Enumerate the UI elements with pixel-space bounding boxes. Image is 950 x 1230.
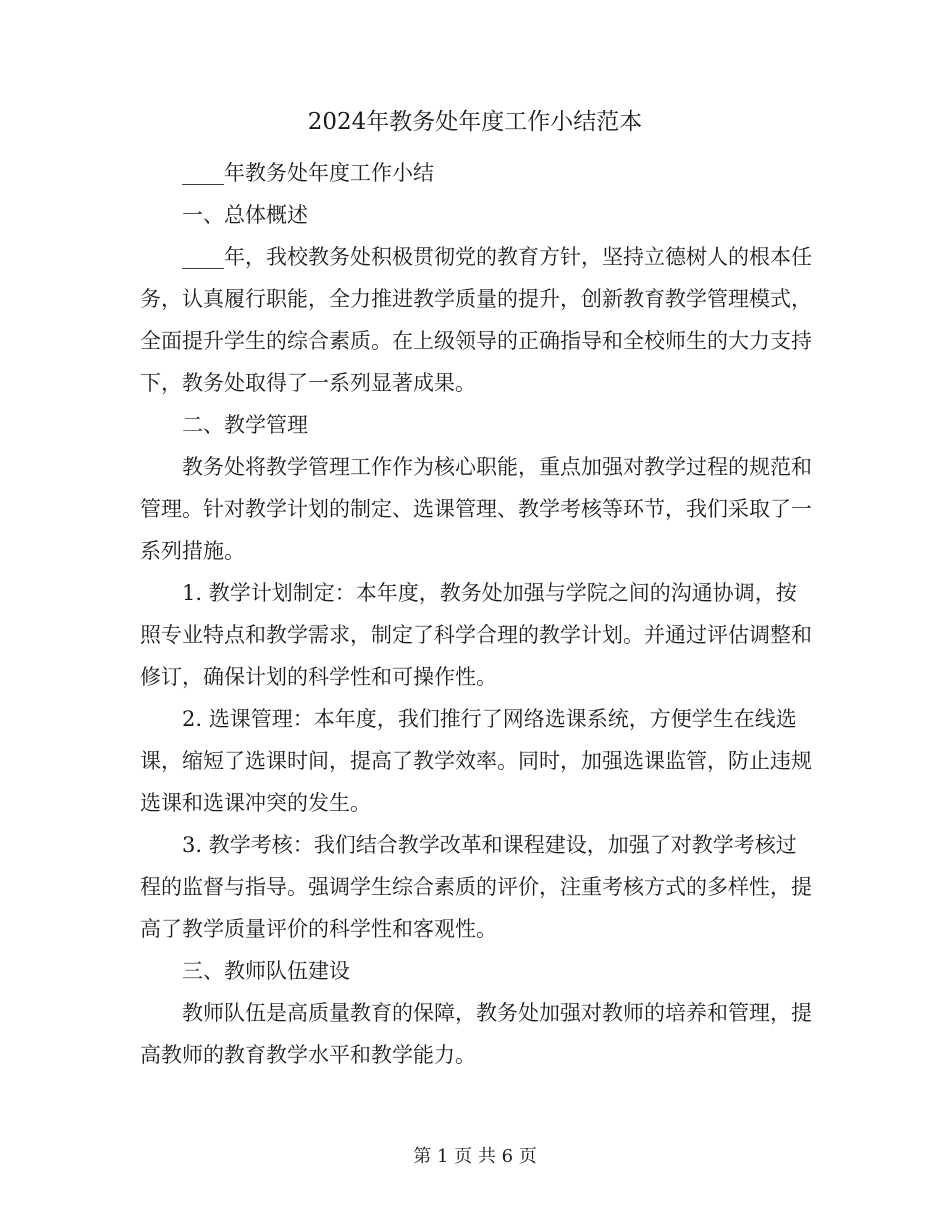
section-heading-overview: 一、总体概述 xyxy=(182,203,308,227)
paragraph-teaching-plan: 1. 教学计划制定：本年度，教务处加强与学院之间的沟通协调，按照专业特点和教学需求，制定了科学合理的教学计划。并通过评估调整和修订，确保计划的科学性和可操作性。 xyxy=(140,581,812,689)
paragraph-teaching-management: 教务处将教学管理工作作为核心职能，重点加强对教学过程的规范和管理。针对教学计划的制定、选课管理、教学考核等环节，我们采取了一系列措施。 xyxy=(140,455,812,563)
paragraph-course-selection: 2. 选课管理：本年度，我们推行了网络选课系统，方便学生在线选课，缩短了选课时间，提高了教学效率。同时，加强选课监管，防止违规选课和选课冲突的发生。 xyxy=(140,707,812,815)
page-footer: 第 1 页 共 6 页 xyxy=(413,1146,537,1167)
paragraph-overview: ____年，我校教务处积极贯彻党的教育方针，坚持立德树人的根本任务，认真履行职能，全力推进教学质量的提升，创新教育教学管理模式，全面提升学生的综合素质。在上级领导的正确指导和全校师生的大力支持下，教务处取得了一系列显著成果。 xyxy=(140,245,812,395)
section-heading-teaching-management: 二、教学管理 xyxy=(182,413,308,437)
paragraph-subtitle: ____年教务处年度工作小结 xyxy=(182,161,434,185)
paragraph-teacher-team: 教师队伍是高质量教育的保障，教务处加强对教师的培养和管理，提高教师的教育教学水平和教学能力。 xyxy=(140,1001,812,1067)
document-body xyxy=(140,152,812,1076)
document-title: 2024年教务处年度工作小结范本 xyxy=(307,109,643,135)
section-heading-teacher-team: 三、教师队伍建设 xyxy=(182,959,350,983)
paragraph-teaching-assessment: 3. 教学考核：我们结合教学改革和课程建设，加强了对教学考核过程的监督与指导。强调学生综合素质的评价，注重考核方式的多样性，提高了教学质量评价的科学性和客观性。 xyxy=(140,833,812,941)
